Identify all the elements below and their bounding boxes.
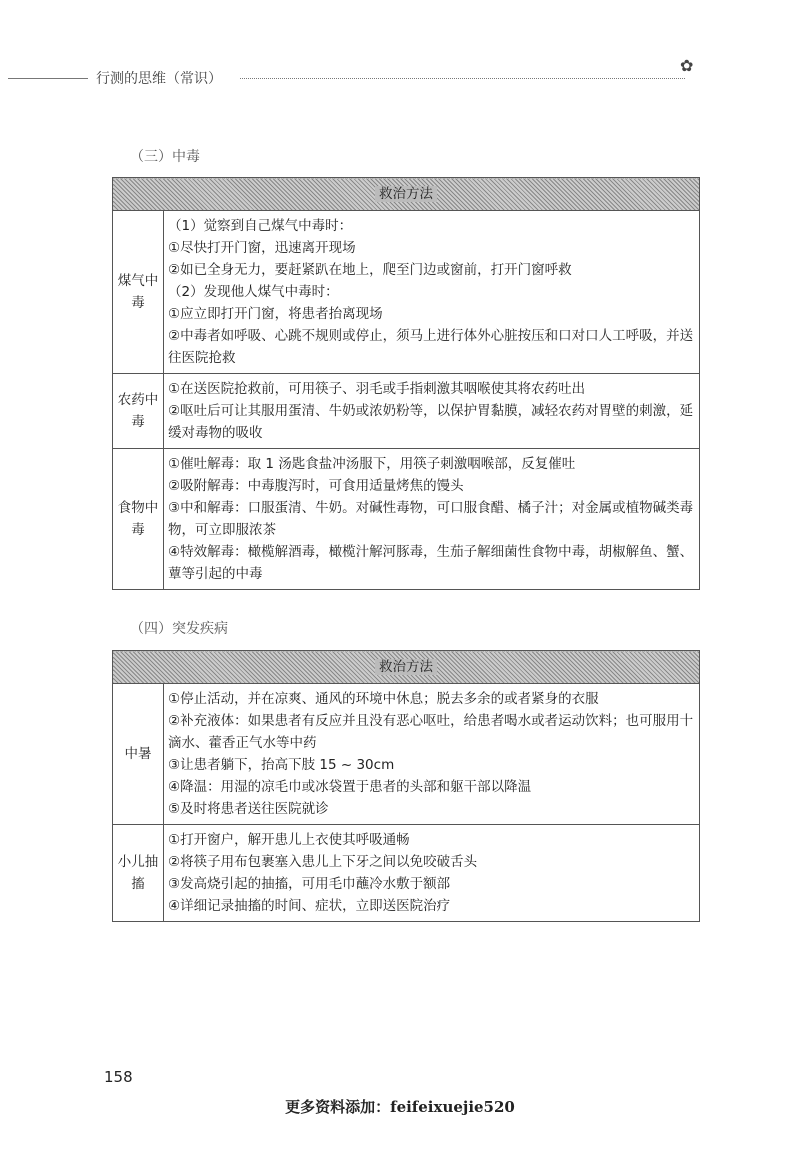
section-title-poisoning: （三）中毒 xyxy=(130,149,200,165)
content-line: ①催吐解毒：取 1 汤匙食盐冲汤服下，用筷子刺激咽喉部，反复催吐 xyxy=(168,456,576,472)
header-title: 行测的思维（常识） xyxy=(96,71,222,87)
content-line: ④详细记录抽搐的时间、症状，立即送医院治疗 xyxy=(168,898,451,914)
table-header: 救治方法 xyxy=(113,178,700,211)
content-line: ③中和解毒：口服蛋清、牛奶。对碱性毒物，可口服食醋、橘子汁；对金属或植物碱类毒物，可立即服浓茶 xyxy=(168,500,694,538)
table-row xyxy=(113,211,700,374)
content-line: ①应立即打开门窗，将患者抬离现场 xyxy=(168,306,383,322)
content-line: ②呕吐后可让其服用蛋清、牛奶或浓奶粉等，以保护胃黏膜，减轻农药对胃壁的刺激，延缓对毒物的吸收 xyxy=(168,403,694,441)
table-row xyxy=(113,374,700,449)
section-title-sudden-illness: （四）突发疾病 xyxy=(130,621,228,637)
content-line: ①停止活动，并在凉爽、通风的环境中休息；脱去多余的或者紧身的衣服 xyxy=(168,691,599,707)
header-rule xyxy=(8,78,88,79)
row-content xyxy=(164,684,700,825)
content-line: ②吸附解毒：中毒腹泻时，可食用适量烤焦的馒头 xyxy=(168,478,464,494)
content-line: ①打开窗户，解开患儿上衣使其呼吸通畅 xyxy=(168,832,410,848)
content-line: ④降温：用湿的凉毛巾或冰袋置于患者的头部和躯干部以降温 xyxy=(168,779,532,795)
row-content xyxy=(164,211,700,374)
row-content xyxy=(164,449,700,590)
content-line: ③发高烧引起的抽搐，可用毛巾蘸冷水敷于额部 xyxy=(168,876,451,892)
row-label: 食物中毒 xyxy=(113,449,164,590)
header-rule xyxy=(240,78,685,79)
content-line: ②补充液体：如果患者有反应并且没有恶心呕吐，给患者喝水或者运动饮料；也可服用十滴水、藿香正气水等中药 xyxy=(168,713,694,751)
content-line: ③让患者躺下，抬高下肢 15 ~ 30cm xyxy=(168,757,395,773)
content-line: ①在送医院抢救前，可用筷子、羽毛或手指刺激其咽喉使其将农药吐出 xyxy=(168,381,586,397)
footer-note: 更多资料添加：feifeixuejie520 xyxy=(285,1098,515,1116)
content-line: （2）发现他人煤气中毒时： xyxy=(168,284,339,300)
row-label: 农药中毒 xyxy=(113,374,164,449)
content-line: ②中毒者如呼吸、心跳不规则或停止，须马上进行体外心脏按压和口对口人工呼吸，并送往医院抢救 xyxy=(168,328,694,366)
content-line: ②将筷子用布包裹塞入患儿上下牙之间以免咬破舌头 xyxy=(168,854,478,870)
content-line: （1）觉察到自己煤气中毒时： xyxy=(168,218,353,234)
table-header: 救治方法 xyxy=(113,651,700,684)
table-row xyxy=(113,684,700,825)
poisoning-table xyxy=(112,177,700,590)
table-row xyxy=(113,449,700,590)
content-line: ①尽快打开门窗，迅速离开现场 xyxy=(168,240,356,256)
row-label: 小儿抽搐 xyxy=(113,825,164,922)
row-label: 中暑 xyxy=(113,684,164,825)
row-content xyxy=(164,374,700,449)
table-row xyxy=(113,825,700,922)
content-line: ④特效解毒：橄榄解酒毒，橄榄汁解河豚毒，生茄子解细菌性食物中毒，胡椒解鱼、蟹、蕈等引起的中毒 xyxy=(168,544,694,582)
content-line: ②如已全身无力，要赶紧趴在地上，爬至门边或窗前，打开门窗呼救 xyxy=(168,262,572,278)
sudden-illness-table xyxy=(112,650,700,922)
running-header xyxy=(0,56,800,88)
row-content xyxy=(164,825,700,922)
row-label: 煤气中毒 xyxy=(113,211,164,374)
page-number: 158 xyxy=(104,1068,133,1086)
sprout-icon: ✿ xyxy=(680,56,694,75)
content-line: ⑤及时将患者送往医院就诊 xyxy=(168,801,329,817)
